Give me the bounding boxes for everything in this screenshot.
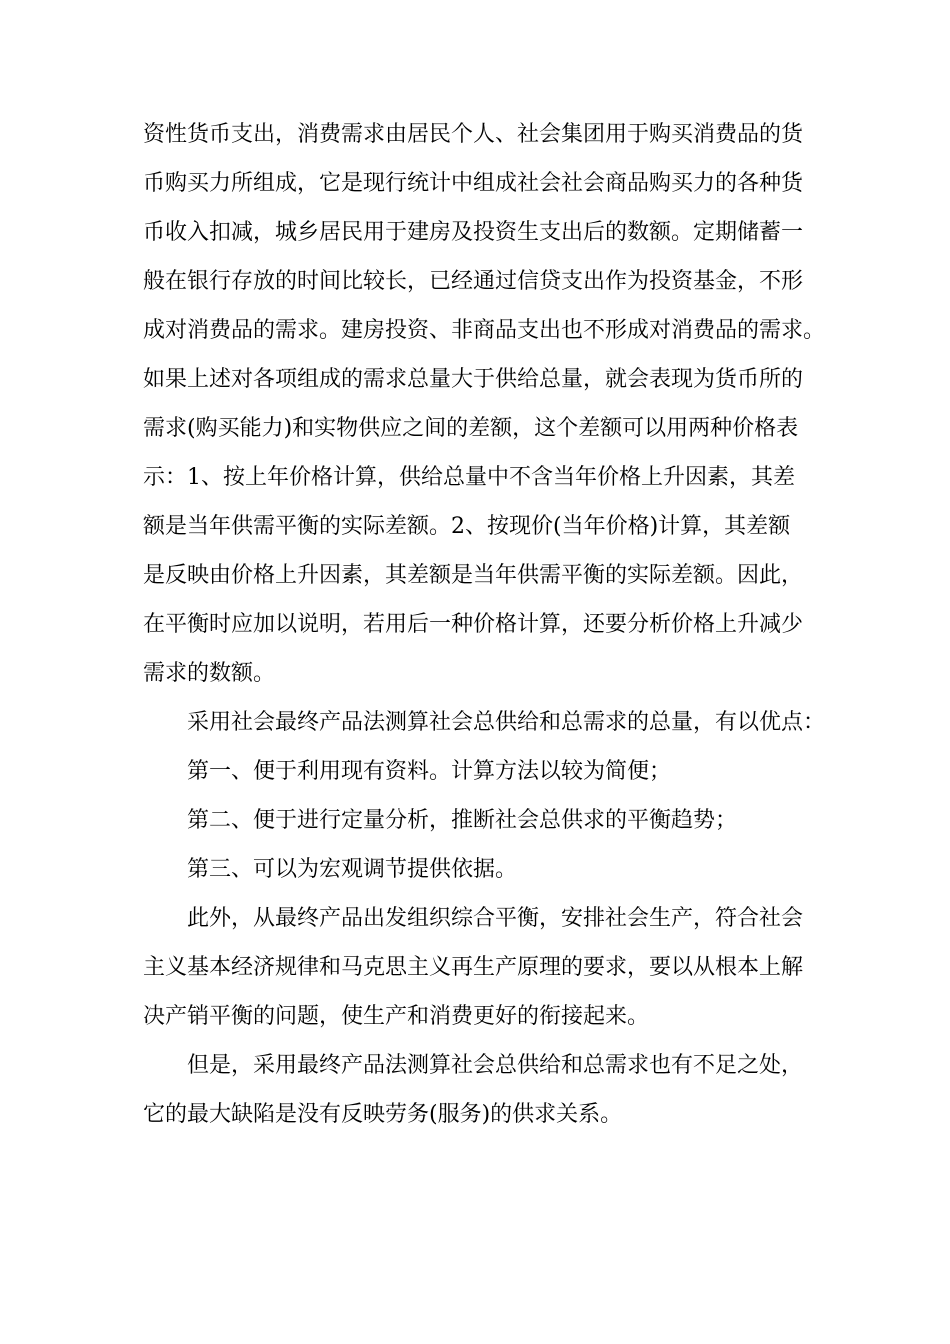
text-line: 币收入扣减，城乡居民用于建房及投资生支出后的数额。定期储蓄一 <box>143 220 804 245</box>
paragraph-advantage-third <box>143 845 823 894</box>
paragraph-advantage-first <box>143 747 823 796</box>
text-line: 示：1、按上年价格计算，供给总量中不含当年价格上升因素，其差 <box>143 465 795 490</box>
paragraph-advantages-intro <box>143 698 826 747</box>
paragraph-additionally <box>143 894 823 1041</box>
text-line: 第二、便于进行定量分析，推断社会总供求的平衡趋势； <box>187 808 738 833</box>
document-body <box>143 110 826 1139</box>
text-line: 在平衡时应加以说明，若用后一种价格计算，还要分析价格上升减少 <box>143 612 804 637</box>
text-line: 它的最大缺陷是没有反映劳务(服务)的供求关系。 <box>143 1102 623 1127</box>
paragraph-advantage-second <box>143 796 823 845</box>
text-line: 如果上述对各项组成的需求总量大于供给总量，就会表现为货币所的 <box>143 367 804 392</box>
text-line: 主义基本经济规律和马克思主义再生产原理的要求，要以从根本上解 <box>143 955 804 980</box>
text-line: 需求(购买能力)和实物供应之间的差额，这个差额可以用两种价格表 <box>143 416 799 441</box>
text-line: 此外，从最终产品出发组织综合平衡，安排社会生产，符合社会 <box>187 906 804 931</box>
text-line: 决产销平衡的问题，使生产和消费更好的衔接起来。 <box>143 1004 650 1029</box>
text-line: 币购买力所组成，它是现行统计中组成社会社会商品购买力的各种货 <box>143 171 804 196</box>
text-line: 资性货币支出，消费需求由居民个人、社会集团用于购买消费品的货 <box>143 122 804 147</box>
text-line: 额是当年供需平衡的实际差额。2、按现价(当年价格)计算，其差额 <box>143 514 791 539</box>
paragraph-demand-composition <box>143 110 826 698</box>
paragraph-shortcomings <box>143 1041 823 1139</box>
text-line: 般在银行存放的时间比较长，已经通过信贷支出作为投资基金，不形 <box>143 269 804 294</box>
text-line: 第三、可以为宏观调节提供依据。 <box>187 857 518 882</box>
text-line: 是反映由价格上升因素，其差额是当年供需平衡的实际差额。因此， <box>143 563 804 588</box>
text-line: 成对消费品的需求。建房投资、非商品支出也不形成对消费品的需求。 <box>143 318 826 343</box>
text-line: 第一、便于利用现有资料。计算方法以较为简便； <box>187 759 672 784</box>
text-line: 需求的数额。 <box>143 661 276 686</box>
text-line: 但是，采用最终产品法测算社会总供给和总需求也有不足之处， <box>187 1053 804 1078</box>
text-line: 采用社会最终产品法测算社会总供给和总需求的总量，有以优点： <box>187 710 826 735</box>
